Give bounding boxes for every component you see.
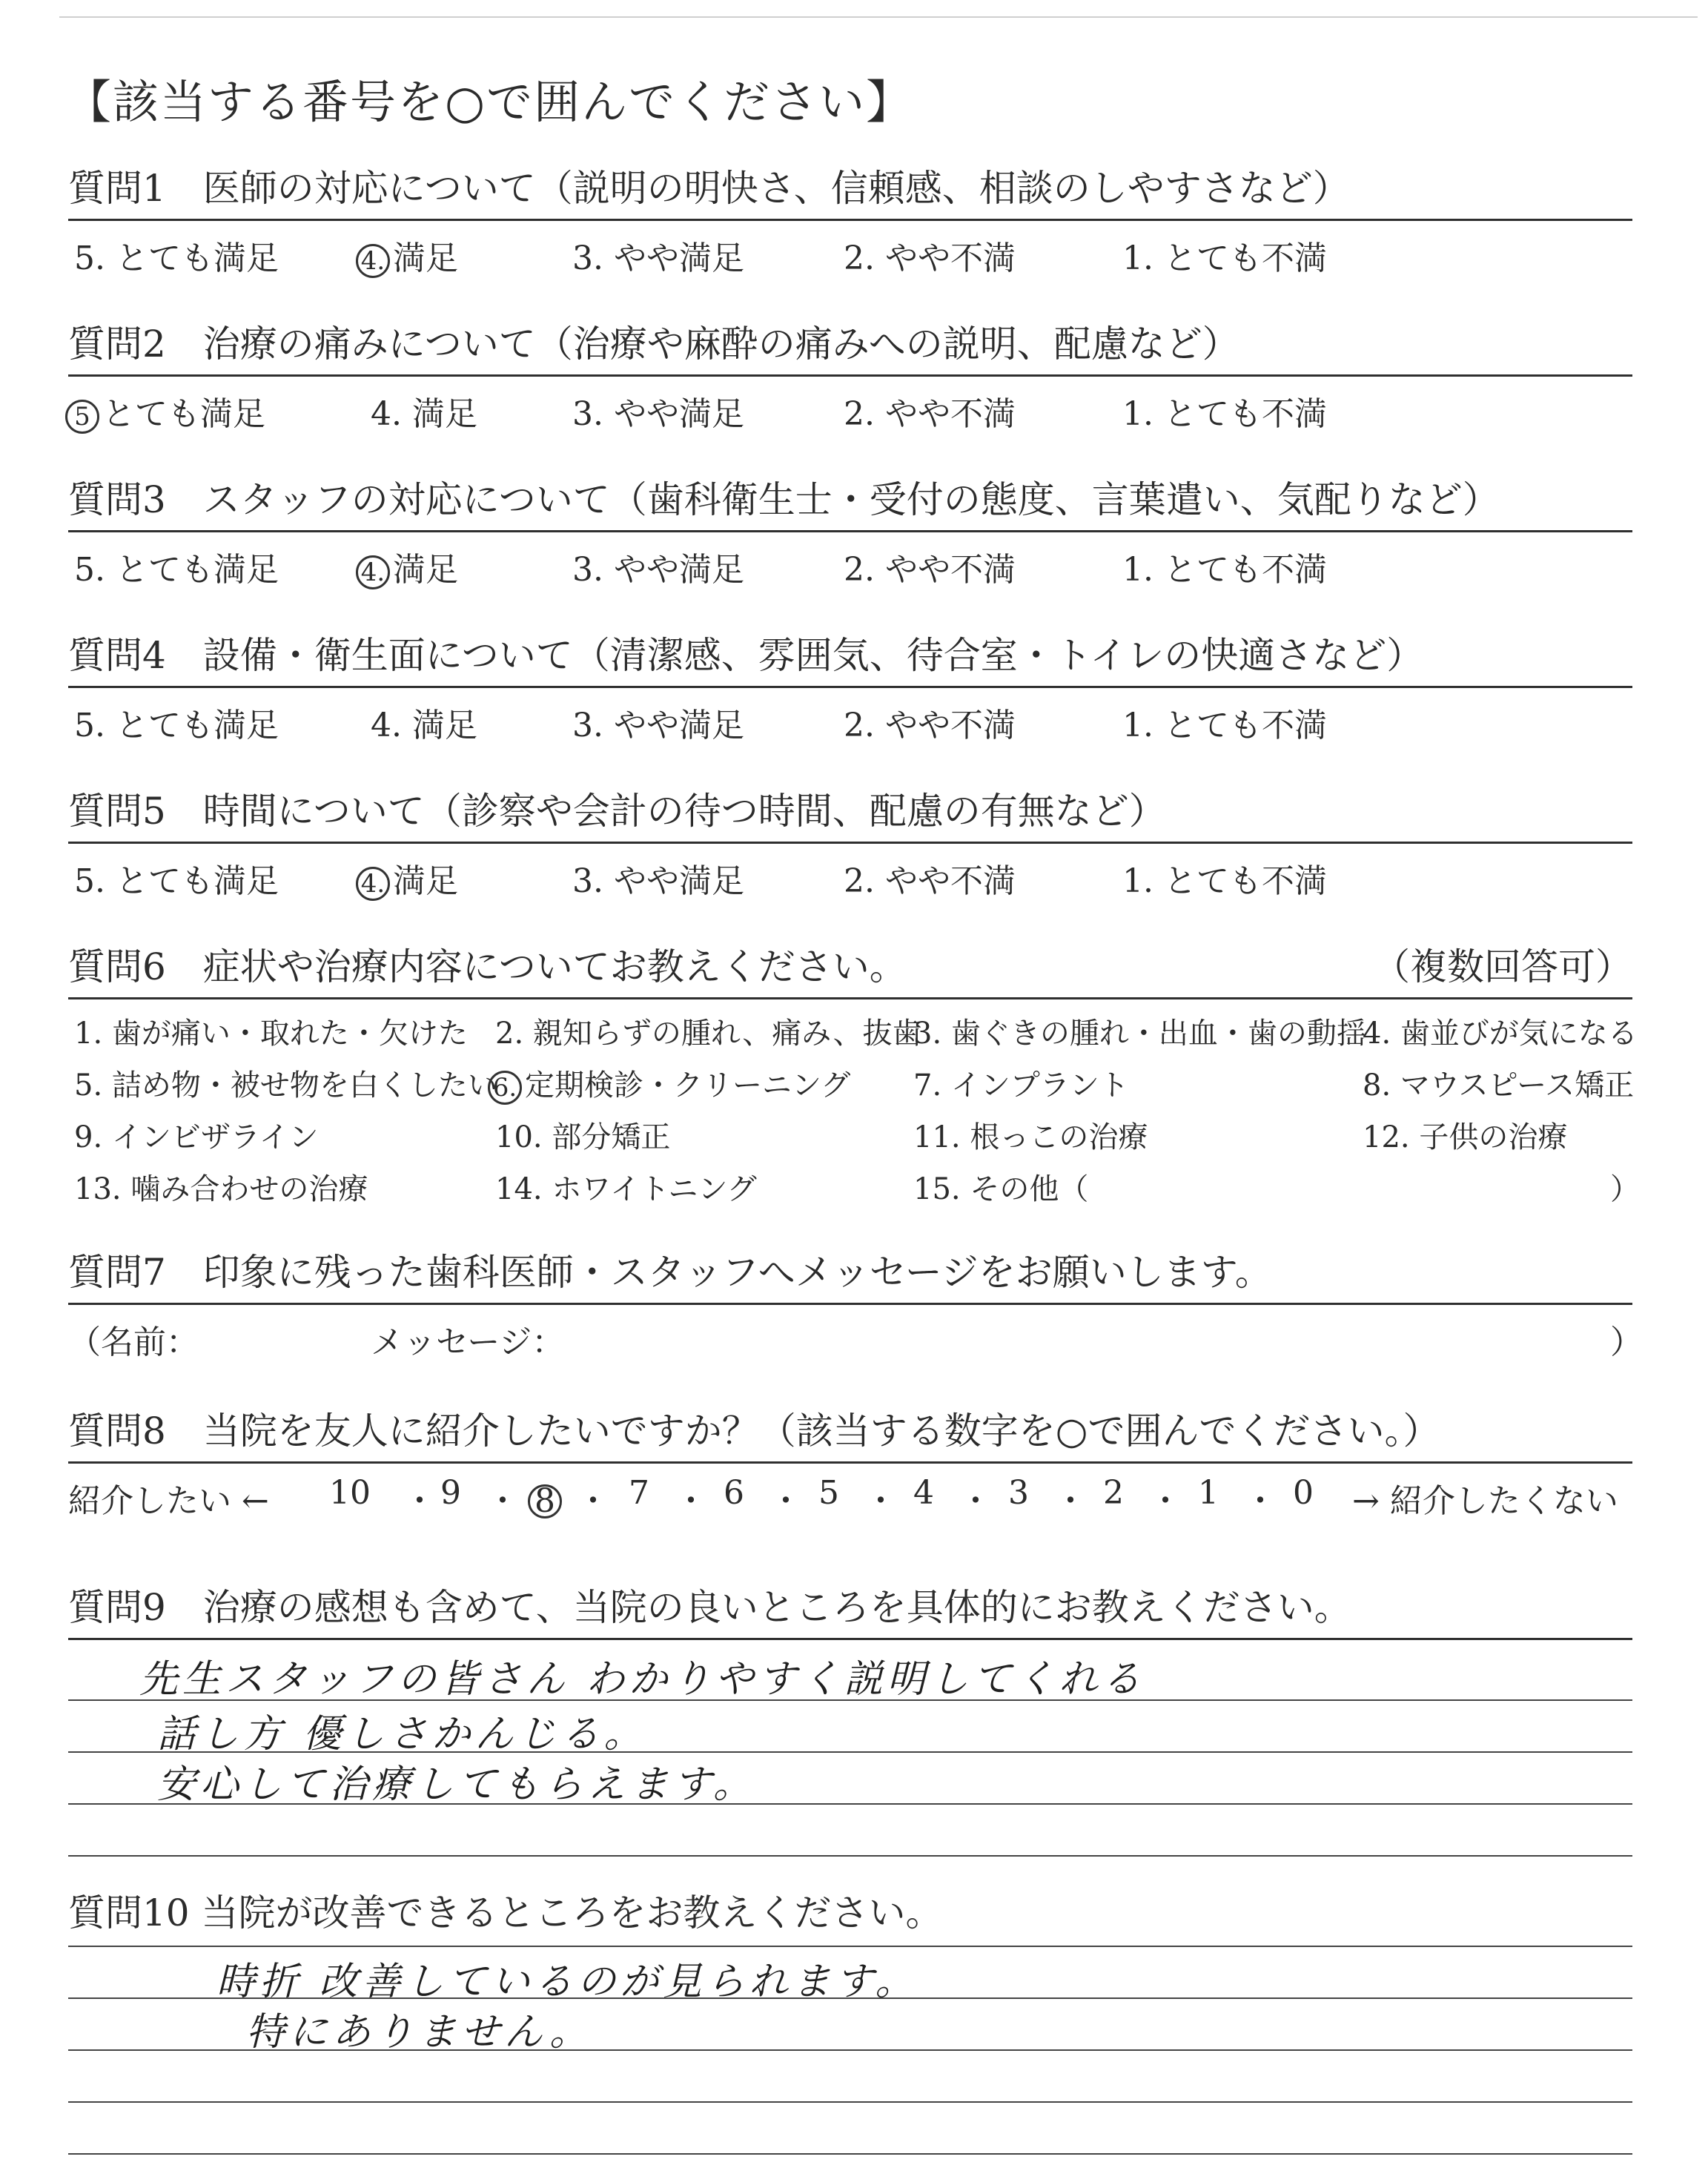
option-4-selected[interactable] <box>356 543 458 590</box>
question-4-title: 質問4 設備・衛生面について（清潔感、雰囲気、待合室・トイレの快適さなど） <box>68 634 1424 677</box>
option-3[interactable]: 3. やや満足 <box>572 551 744 589</box>
option-3[interactable]: 3. やや満足 <box>572 239 744 277</box>
answer-rule <box>68 1803 1632 1805</box>
scale-sep: ・ <box>959 1482 992 1520</box>
answer-line-2: 話し方 優しさかんじる。 <box>157 1712 647 1756</box>
option-4-selected[interactable] <box>356 854 458 902</box>
option-4-label: 満足 <box>393 239 458 277</box>
scale-sep: ・ <box>1149 1482 1182 1520</box>
option-4-label: 満足 <box>393 862 458 900</box>
question-6 <box>68 931 1640 1214</box>
option-4-selected[interactable] <box>356 231 458 279</box>
option-9[interactable]: 9. インビザライン <box>74 1120 319 1154</box>
scale-10[interactable]: 10 <box>329 1474 371 1512</box>
option-5[interactable]: 5. とても満足 <box>74 239 279 277</box>
question-6-note: （複数回答可） <box>1373 945 1632 988</box>
option-2[interactable]: 2. やや不満 <box>844 239 1016 277</box>
option-3[interactable]: 3. やや満足 <box>572 707 744 744</box>
scale-sep: ・ <box>1244 1482 1277 1520</box>
question-2-header <box>68 308 1632 377</box>
answer-rule <box>68 2049 1632 2051</box>
option-2[interactable]: 2. やや不満 <box>844 707 1016 744</box>
option-5[interactable]: 5. とても満足 <box>74 707 279 744</box>
question-7-header <box>68 1237 1632 1305</box>
scale-sep: ・ <box>675 1482 707 1520</box>
option-3[interactable]: 3. やや満足 <box>572 395 744 433</box>
question-1-header <box>68 153 1632 221</box>
question-1-options <box>68 221 1632 285</box>
option-2[interactable]: 2. 親知らずの腫れ、痛み、抜歯 <box>495 1017 922 1051</box>
question-8 <box>68 1395 1632 1523</box>
scale-sep: ・ <box>577 1482 609 1520</box>
option-10[interactable]: 10. 部分矯正 <box>495 1120 671 1154</box>
selection-circle: 8 <box>528 1484 562 1518</box>
option-5-selected[interactable] <box>65 387 265 434</box>
question-3 <box>68 464 1632 596</box>
option-14[interactable]: 14. ホワイトニング <box>495 1172 757 1206</box>
scale-sep: ・ <box>1054 1482 1087 1520</box>
answer-rule <box>68 2101 1632 2103</box>
question-4-options <box>68 688 1632 752</box>
scale-sep: ・ <box>769 1482 802 1520</box>
question-4 <box>68 620 1632 752</box>
scale-5[interactable]: 5 <box>818 1474 839 1512</box>
option-3[interactable]: 3. 歯ぐきの腫れ・出血・歯の動揺 <box>913 1017 1366 1051</box>
option-1[interactable]: 1. とても不満 <box>1122 707 1327 744</box>
scale-6[interactable]: 6 <box>724 1474 744 1512</box>
question-10 <box>68 1877 1632 2168</box>
selection-circle: 6. <box>488 1071 522 1105</box>
question-2-options <box>68 377 1632 440</box>
scale-sep: ・ <box>403 1482 436 1520</box>
option-13[interactable]: 13. 噛み合わせの治療 <box>74 1172 368 1206</box>
question-1 <box>68 153 1632 285</box>
question-3-title: 質問3 スタッフの対応について（歯科衛生士・受付の態度、言葉遣い、気配りなど） <box>68 478 1500 521</box>
message-label: メッセージ： <box>371 1323 565 1361</box>
answer-rule <box>68 1855 1632 1857</box>
scale-0[interactable]: 0 <box>1293 1474 1314 1512</box>
option-5-label: とても満足 <box>102 395 265 433</box>
selection-circle: 4. <box>356 244 390 278</box>
question-5 <box>68 776 1632 908</box>
name-label: （名前： <box>68 1323 199 1361</box>
scale-left-label: 紹介したい ← <box>68 1482 269 1520</box>
option-3[interactable]: 3. やや満足 <box>572 862 744 900</box>
answer-rule <box>68 1699 1632 1701</box>
selection-circle: 5 <box>65 400 99 434</box>
option-5[interactable]: 5. 詰め物・被せ物を白くしたい <box>74 1068 497 1103</box>
option-4[interactable]: 4. 満足 <box>371 395 477 433</box>
question-4-header <box>68 620 1632 688</box>
question-8-header <box>68 1395 1632 1464</box>
option-2[interactable]: 2. やや不満 <box>844 551 1016 589</box>
question-5-header <box>68 776 1632 844</box>
answer-line-2: 特にありません。 <box>246 2010 593 2055</box>
option-1[interactable]: 1. 歯が痛い・取れた・欠けた <box>74 1017 468 1051</box>
option-5[interactable]: 5. とても満足 <box>74 862 279 900</box>
option-2[interactable]: 2. やや不満 <box>844 395 1016 433</box>
page-title: 【該当する番号を○で囲んでください】 <box>65 75 914 129</box>
option-11[interactable]: 11. 根っこの治療 <box>913 1120 1148 1154</box>
scale-1[interactable]: 1 <box>1198 1474 1219 1512</box>
question-2-title: 質問2 治療の痛みについて（治療や麻酔の痛みへの説明、配慮など） <box>68 323 1239 366</box>
scale-4[interactable]: 4 <box>913 1474 934 1512</box>
selection-circle: 4. <box>356 867 390 901</box>
option-15-close: ） <box>1610 1172 1640 1206</box>
question-10-header <box>68 1877 1632 1946</box>
selection-circle: 4. <box>356 555 390 589</box>
option-1[interactable]: 1. とても不満 <box>1122 395 1327 433</box>
answer-rule <box>68 2153 1632 2155</box>
question-7-message-row <box>68 1305 1643 1364</box>
option-6-selected[interactable] <box>488 1062 850 1105</box>
top-border-line <box>59 16 1698 18</box>
scale-sep: ・ <box>864 1482 897 1520</box>
option-15[interactable]: 15. その他（ <box>913 1172 1089 1206</box>
question-7-title: 質問7 印象に残った歯科医師・スタッフへメッセージをお願いします。 <box>68 1251 1272 1294</box>
question-6-options <box>68 999 1640 1214</box>
message-close: ） <box>1610 1323 1643 1361</box>
option-5[interactable]: 5. とても満足 <box>74 551 279 589</box>
question-6-title: 質問6 症状や治療内容についてお教えください。 <box>68 945 907 988</box>
question-8-title: 質問8 当院を友人に紹介したいですか？（該当する数字を○で囲んでください。） <box>68 1409 1440 1453</box>
answer-line-1: 先生スタッフの皆さん わかりやすく説明してくれる <box>139 1657 1145 1702</box>
scale-9[interactable]: 9 <box>440 1474 461 1512</box>
question-6-header <box>68 931 1632 999</box>
option-1[interactable]: 1. とても不満 <box>1122 551 1327 589</box>
question-10-title: 質問10 当院が改善できるところをお教えください。 <box>68 1891 943 1934</box>
option-12[interactable]: 12. 子供の治療 <box>1363 1120 1568 1154</box>
answer-rule <box>68 1946 1632 1947</box>
option-4[interactable]: 4. 歯並びが気になる <box>1363 1017 1638 1051</box>
option-1[interactable]: 1. とても不満 <box>1122 862 1327 900</box>
scale-3[interactable]: 3 <box>1008 1474 1029 1512</box>
scale-7[interactable]: 7 <box>629 1474 649 1512</box>
option-2[interactable]: 2. やや不満 <box>844 862 1016 900</box>
question-9 <box>68 1572 1632 1922</box>
question-9-title: 質問9 治療の感想も含めて、当院の良いところを具体的にお教えください。 <box>68 1586 1351 1629</box>
question-8-scale <box>68 1464 1632 1523</box>
option-1[interactable]: 1. とても不満 <box>1122 239 1327 277</box>
question-7 <box>68 1237 1643 1364</box>
option-7[interactable]: 7. インプラント <box>913 1068 1129 1103</box>
scale-right-label: → 紹介したくない <box>1352 1482 1618 1520</box>
question-1-title: 質問1 医師の対応について（説明の明快さ、信頼感、相談のしやすさなど） <box>68 167 1350 210</box>
question-2 <box>68 308 1632 440</box>
question-3-header <box>68 464 1632 532</box>
option-8[interactable]: 8. マウスピース矯正 <box>1363 1068 1635 1103</box>
answer-rule <box>68 1997 1632 1999</box>
answer-line-3: 安心して治療してもらえます。 <box>157 1762 756 1807</box>
question-10-answer-area[interactable] <box>68 1946 1632 2168</box>
question-3-options <box>68 532 1632 596</box>
question-5-title: 質問5 時間について（診察や会計の待つ時間、配慮の有無など） <box>68 790 1166 833</box>
scale-2[interactable]: 2 <box>1103 1474 1124 1512</box>
option-4-label: 満足 <box>393 551 458 589</box>
scale-sep: ・ <box>486 1482 519 1520</box>
question-9-header <box>68 1572 1632 1640</box>
question-5-options <box>68 844 1632 908</box>
option-6-label: 定期検診・クリーニング <box>525 1068 851 1103</box>
answer-line-1: 時折 改善しているのが見られます。 <box>216 1960 918 2004</box>
option-4[interactable]: 4. 満足 <box>371 707 477 744</box>
